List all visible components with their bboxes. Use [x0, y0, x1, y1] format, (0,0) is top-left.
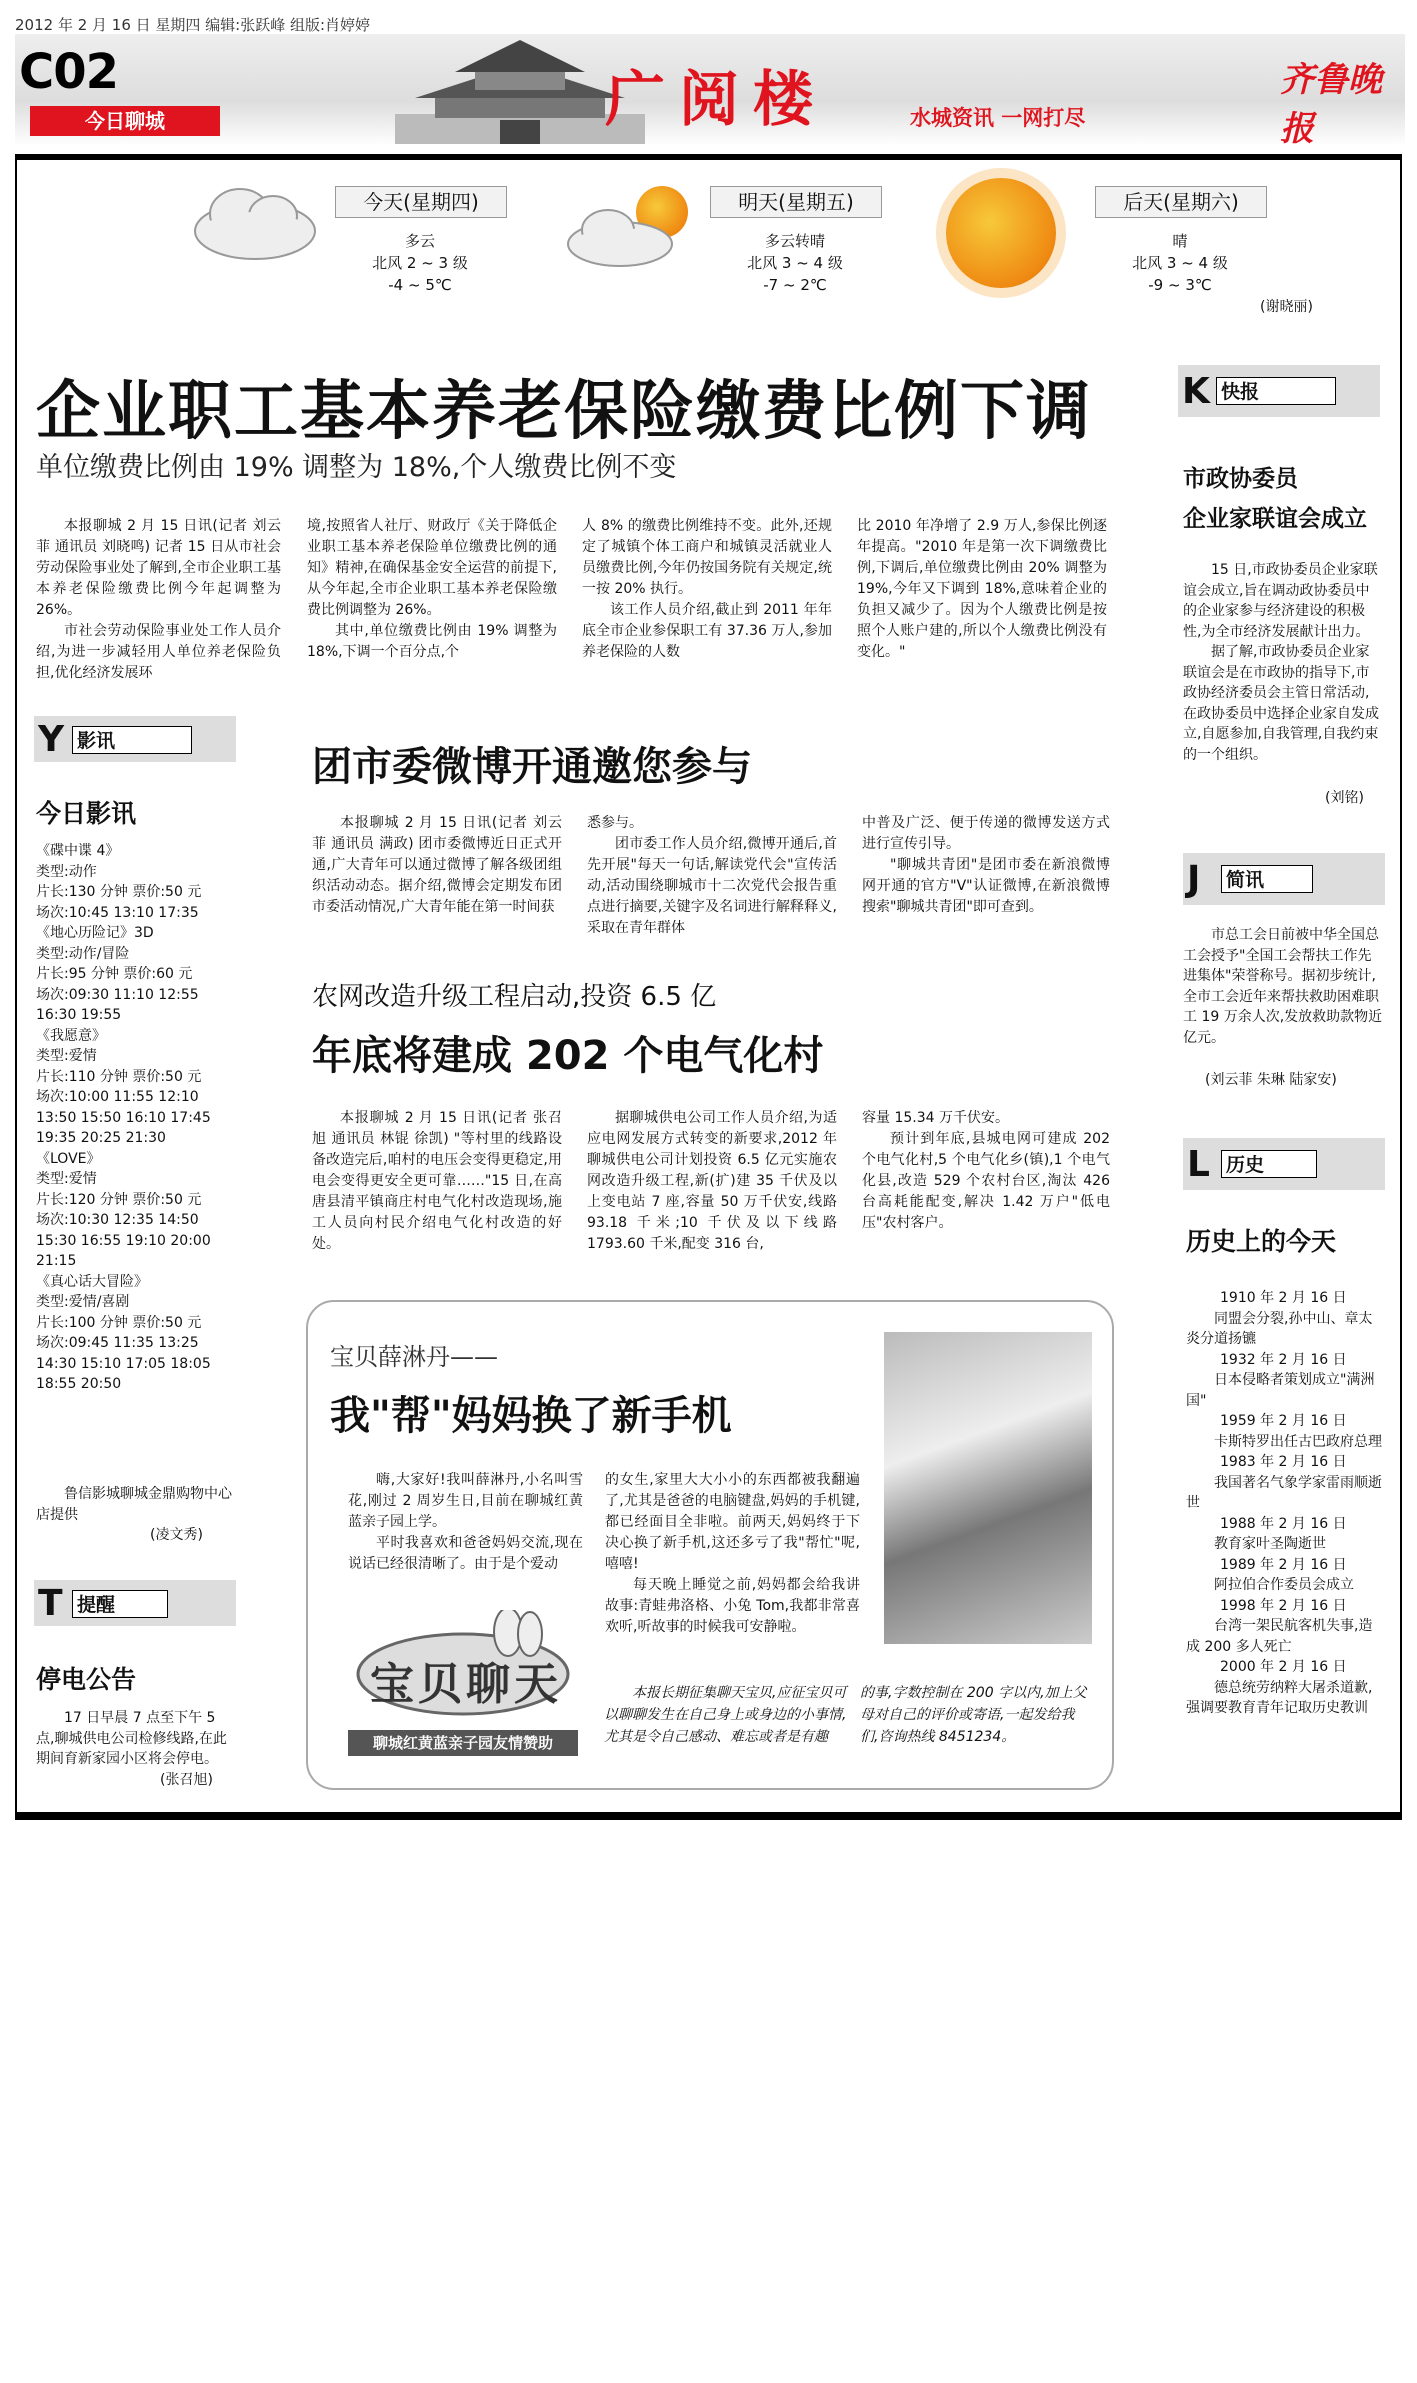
- date-line: 2012 年 2 月 16 日 星期四 编辑:张跃峰 组版:肖婷婷: [15, 16, 371, 34]
- paragraph: 本报聊城 2 月 15 日讯(记者 刘云菲 通讯员 刘晓鸣) 记者 15 日从市社会劳动保险事业处了解到,全市企业职工基本养老保险缴费比例今年起调整为 26%。: [36, 518, 281, 618]
- paragraph: 境,按照省人社厅、财政厅《关于降低企业职工基本养老保险单位缴费比例的通知》精神,在确保基金安全运营的前提下,从今年起,全市企业职工基本养老保险缴费比例调整为 26%。: [307, 518, 557, 618]
- tag-label: 历史: [1221, 1150, 1317, 1178]
- paragraph: 据聊城供电公司工作人员介绍,为适应电网发展方式转变的新要求,2012 年聊城供电公司计划投资 6.5 亿元实施农网改造升级工程,新(扩)建 35 千伏及以上变电站 7 座,容量 50 万千伏安,线路 93.18 千米;10 千伏及以下线路 1793.60 千米,配变 316 台,: [587, 1110, 837, 1252]
- movie-line: 《碟中谍 4》: [36, 843, 120, 859]
- cloud-sun-icon: [560, 200, 680, 270]
- baby-notice: 本报长期征集聊天宝贝,应征宝贝可以聊聊发生在自己身上或身边的小事情,尤其是令自己感动、难忘或者是有趣: [604, 1685, 847, 1745]
- logo-title: 宝贝聊天: [370, 1659, 562, 1710]
- movies-title: 今日影讯: [36, 799, 137, 828]
- history-event: 日本侵略者策划成立"满洲国": [1186, 1372, 1375, 1409]
- baby-column-2: [605, 1470, 860, 1638]
- section-tag-film: [34, 716, 236, 762]
- paragraph: 15 日,市政协委员企业家联谊会成立,旨在调动政协委员中的企业家参与经济建设的积极性,为全市经济发展献计出力。: [1183, 562, 1378, 640]
- paragraph: 本报聊城 2 月 15 日讯(记者 刘云菲 通讯员 满政) 团市委微博近日正式开通,广大青年可以通过微博了解各级团组织活动动态。据介绍,微博会定期发布团市委活动情况,广大青年能在第一时间获: [312, 815, 562, 915]
- paragraph: "聊城共青团"是团市委在新浪微博网开通的官方"V"认证微博,在新浪微博搜索"聊城共青团"即可查到。: [862, 857, 1110, 915]
- movie-line: 片长:110 分钟 票价:50 元: [36, 1068, 202, 1085]
- tag-label: 快报: [1216, 377, 1336, 405]
- lead-column-2: [307, 516, 557, 663]
- grid-kicker: 农网改造升级工程启动,投资 6.5 亿: [312, 982, 717, 1012]
- grid-headline: 年底将建成 202 个电气化村: [312, 1033, 824, 1079]
- section-tag-history: [1183, 1138, 1385, 1190]
- history-event: 教育家叶圣陶逝世: [1214, 1536, 1326, 1552]
- tag-letter: L: [1187, 1144, 1210, 1185]
- grid-column-3: [862, 1108, 1110, 1234]
- outage-credit: (张召旭): [160, 1772, 213, 1788]
- paragraph: 人 8% 的缴费比例维持不变。此外,还规定了城镇个体工商户和城镇灵活就业人员缴费比例,今年仍按国务院有关规定,统一按 20% 执行。: [582, 518, 832, 597]
- history-date: 1983 年 2 月 16 日: [1220, 1454, 1347, 1470]
- history-event: 台湾一架民航客机失事,造成 200 多人死亡: [1186, 1618, 1373, 1655]
- history-event: 我国著名气象学家雷雨顺逝世: [1186, 1474, 1382, 1511]
- paragraph: 比 2010 年净增了 2.9 万人,参保比例逐年提高。"2010 年是第一次下调缴费比例,下调后,单位缴费比例由 20% 调整为 19%,今年又下调到 18%,意味着企业的负担又减少了。因为个人缴费比例是按照个人账户建的,所以个人缴费比例没有变化。": [857, 518, 1107, 660]
- movie-line: 场次:09:30 11:10 12:55 16:30 19:55: [36, 986, 199, 1023]
- newspaper-brand: 齐鲁晚报: [1280, 60, 1382, 149]
- weather-condition: 晴: [1172, 232, 1188, 250]
- paragraph: 该工作人员介绍,截止到 2011 年年底全市企业参保职工有 37.36 万人,参加养老保险的人数: [582, 602, 832, 660]
- history-date: 1932 年 2 月 16 日: [1220, 1351, 1347, 1368]
- logo-caption: 聊城红黄蓝亲子园友情赞助: [348, 1730, 578, 1756]
- lead-column-4: [857, 516, 1107, 663]
- paragraph: 本报聊城 2 月 15 日讯(记者 张召旭 通讯员 林锟 徐凯) "等村里的线路设备改造完后,咱村的电压会变得更稳定,用电会变得更安全更可靠……"15 日,在高唐县清平镇商庄村电气化村改造现场,施工人员向村民介绍电气化村改造的好处。: [312, 1110, 562, 1252]
- weather-day-label: 明天(星期五): [710, 186, 882, 218]
- tag-label: 提醒: [72, 1590, 168, 1618]
- history-event: 德总统劳纳粹大屠杀道歉,强调要教育青年记取历史教训: [1186, 1679, 1373, 1716]
- tag-letter: J: [1187, 859, 1201, 900]
- child-photo: [884, 1332, 1092, 1644]
- weather-day-label: 后天(星期六): [1095, 186, 1267, 218]
- weibo-column-2: [587, 813, 837, 939]
- cloud-icon: [185, 176, 325, 266]
- paragraph: 市社会劳动保险事业处工作人员介绍,为进一步减轻用人单位养老保险负担,优化经济发展环: [36, 623, 281, 681]
- movie-line: 类型:动作/冒险: [36, 945, 130, 962]
- section-tag-reminder: [34, 1580, 236, 1626]
- weather-day-label: 今天(星期四): [335, 186, 507, 218]
- weather-temperature: -9 ~ 3℃: [1148, 276, 1212, 294]
- outage-notice: 17 日早晨 7 点至下午 5 点,聊城供电公司检修线路,在此期间育新家园小区将会停电。: [36, 1710, 227, 1767]
- movie-line: 场次:10:45 13:10 17:35: [36, 904, 199, 921]
- grid-column-1: [312, 1108, 562, 1255]
- weather-wind: 北风 2 ~ 3 级: [372, 254, 468, 272]
- weather-temperature: -7 ~ 2℃: [763, 276, 827, 294]
- lead-column-3: [582, 516, 832, 663]
- weibo-headline: 团市委微博开通邀您参与: [312, 744, 752, 790]
- weather-day-after: [1080, 230, 1280, 296]
- history-date: 1959 年 2 月 16 日: [1220, 1413, 1347, 1429]
- flash-title: 企业家联谊会成立: [1183, 506, 1367, 532]
- movie-line: 场次:10:30 12:35 14:50 15:30 16:55 19:10 20:00 21:15: [36, 1212, 211, 1269]
- page-slogan: 水城资讯 一网打尽: [910, 106, 1086, 130]
- paragraph: 每天晚上睡觉之前,妈妈都会给我讲故事:青蛙弗洛格、小兔 Tom,我都非常喜欢听,听故事的时候我可安静啦。: [605, 1577, 860, 1635]
- history-event: 同盟会分裂,孙中山、章太炎分道扬镳: [1186, 1310, 1373, 1347]
- paragraph: 据了解,市政协委员企业家联谊会是在市政协的指导下,市政协经济委员会主管日常活动,在政协委员中选择企业家自发成立,自愿参加,自我管理,自我约束的一个组织。: [1183, 644, 1379, 763]
- weather-condition: 多云转晴: [764, 232, 825, 250]
- weather-tomorrow: [695, 230, 895, 296]
- paragraph: 悉参与。: [587, 815, 643, 831]
- page-title: 广阅楼: [605, 65, 827, 135]
- brief-credit: (刘云菲 朱琳 陆家安): [1205, 1072, 1337, 1088]
- history-list: [1186, 1288, 1386, 1719]
- tag-label: 影讯: [72, 726, 192, 754]
- paragraph: 团市委工作人员介绍,微博开通后,首先开展"每天一句话,解读党代会"宣传活动,活动围绕聊城市十二次党代会报告重点进行摘要,关键字及名词进行解释释义,采取在青年群体: [587, 836, 837, 936]
- movie-line: 片长:100 分钟 票价:50 元: [36, 1314, 202, 1331]
- movie-line: 《LOVE》: [36, 1150, 101, 1167]
- baby-column-1: [348, 1470, 583, 1575]
- flash-credit: (刘铭): [1325, 790, 1364, 806]
- flash-title: 市政协委员: [1183, 466, 1298, 492]
- movie-line: 场次:10:00 11:55 12:10 13:50 15:50 16:10 17:45 19:35 20:25 21:30: [36, 1089, 211, 1146]
- brief-body: 市总工会日前被中华全国总工会授予"全国工会帮扶工作先进集体"荣誉称号。据初步统计,全市工会近年来帮扶救助困难职工 19 万余人次,发放救助款物近亿元。: [1183, 927, 1383, 1046]
- page-banner: [15, 34, 1405, 149]
- movie-line: 类型:爱情/喜剧: [36, 1294, 130, 1310]
- tag-label: 简讯: [1221, 865, 1313, 893]
- movie-line: 《地心历险记》3D: [36, 925, 154, 941]
- lead-headline: 企业职工基本养老保险缴费比例下调: [36, 375, 1092, 449]
- baby-headline: 我"帮"妈妈换了新手机: [330, 1393, 732, 1439]
- baby-kicker: 宝贝薛淋丹——: [330, 1343, 498, 1371]
- movies-source: 鲁信影城聊城金鼎购物中心店提供: [36, 1486, 232, 1523]
- weather-credit: (谢晓丽): [1260, 299, 1313, 315]
- movie-line: 《真心话大冒险》: [36, 1273, 148, 1290]
- section-tag-flash: [1178, 365, 1380, 417]
- weibo-column-1: [312, 813, 562, 918]
- paragraph: 平时我喜欢和爸爸妈妈交流,现在说话已经很清晰了。由于是个爱动: [348, 1535, 583, 1572]
- history-date: 1998 年 2 月 16 日: [1220, 1597, 1347, 1614]
- paragraph: 嗨,大家好!我叫薛淋丹,小名叫雪花,刚过 2 周岁生日,目前在聊城红黄蓝亲子园上学。: [348, 1472, 583, 1530]
- paragraph: 其中,单位缴费比例由 19% 调整为 18%,下调一个百分点,个: [307, 623, 557, 660]
- sun-icon: [946, 178, 1056, 288]
- baby-chat-logo: [348, 1610, 578, 1760]
- history-date: 1988 年 2 月 16 日: [1220, 1515, 1347, 1532]
- history-date: 2000 年 2 月 16 日: [1220, 1659, 1347, 1675]
- section-label: 今日聊城: [30, 106, 220, 136]
- baby-notice: 的事,字数控制在 200 字以内,加上父母对自己的评价或寄语,一起发给我们,咨询热线 8451234。: [860, 1685, 1087, 1745]
- page-number: C02: [19, 44, 119, 100]
- paragraph: 的女生,家里大大小小的东西都被我翻遍了,尤其是爸爸的电脑键盘,妈妈的手机键,都已经面目全非啦。前两天,妈妈终于下决心换了新手机,这还多亏了我"帮忙"呢,嘻嘻!: [605, 1472, 860, 1572]
- weather-temperature: -4 ~ 5℃: [388, 276, 452, 294]
- history-date: 1910 年 2 月 16 日: [1220, 1290, 1347, 1306]
- weather-condition: 多云: [404, 232, 435, 250]
- movie-line: 类型:动作: [36, 863, 97, 880]
- movie-line: 片长:130 分钟 票价:50 元: [36, 884, 202, 900]
- grid-column-2: [587, 1108, 837, 1255]
- outage-title: 停电公告: [36, 1665, 137, 1694]
- movie-line: 片长:120 分钟 票价:50 元: [36, 1191, 202, 1208]
- history-event: 阿拉伯合作委员会成立: [1214, 1577, 1354, 1593]
- tag-letter: K: [1182, 371, 1210, 412]
- history-date: 1989 年 2 月 16 日: [1220, 1556, 1347, 1573]
- paragraph: 中普及广泛、便于传递的微博发送方式进行宣传引导。: [862, 815, 1110, 852]
- weibo-column-3: [862, 813, 1110, 918]
- history-event: 卡斯特罗出任古巴政府总理: [1214, 1433, 1382, 1450]
- section-tag-brief: [1183, 853, 1385, 905]
- movie-listing: [36, 841, 236, 1395]
- weather-today: [320, 230, 520, 296]
- paragraph: 容量 15.34 万千伏安。: [862, 1110, 1009, 1126]
- weather-wind: 北风 3 ~ 4 级: [1132, 254, 1228, 272]
- movie-line: 场次:09:45 11:35 13:25 14:30 15:10 17:05 18:05 18:55 20:50: [36, 1335, 211, 1392]
- movie-line: 《我愿意》: [36, 1027, 106, 1044]
- paragraph: 预计到年底,县城电网可建成 202 个电气化村,5 个电气化乡(镇),1 个电气化县,改造 529 个农村台区,淘汰 426 台高耗能配变,解决 1.42 万户"低电压"农村客户。: [862, 1131, 1110, 1231]
- movies-credit: (凌文秀): [150, 1527, 203, 1543]
- flash-body: [1183, 560, 1383, 765]
- movie-line: 片长:95 分钟 票价:60 元: [36, 966, 193, 982]
- movie-line: 类型:爱情: [36, 1048, 97, 1064]
- tag-letter: Y: [38, 719, 65, 760]
- weather-wind: 北风 3 ~ 4 级: [747, 254, 843, 272]
- lead-column-1: [36, 516, 281, 684]
- tag-letter: T: [38, 1583, 63, 1624]
- movie-line: 类型:爱情: [36, 1171, 97, 1187]
- bottom-rule: [15, 1812, 1402, 1820]
- lead-subhead: 单位缴费比例由 19% 调整为 18%,个人缴费比例不变: [36, 452, 677, 483]
- history-title: 历史上的今天: [1186, 1227, 1337, 1256]
